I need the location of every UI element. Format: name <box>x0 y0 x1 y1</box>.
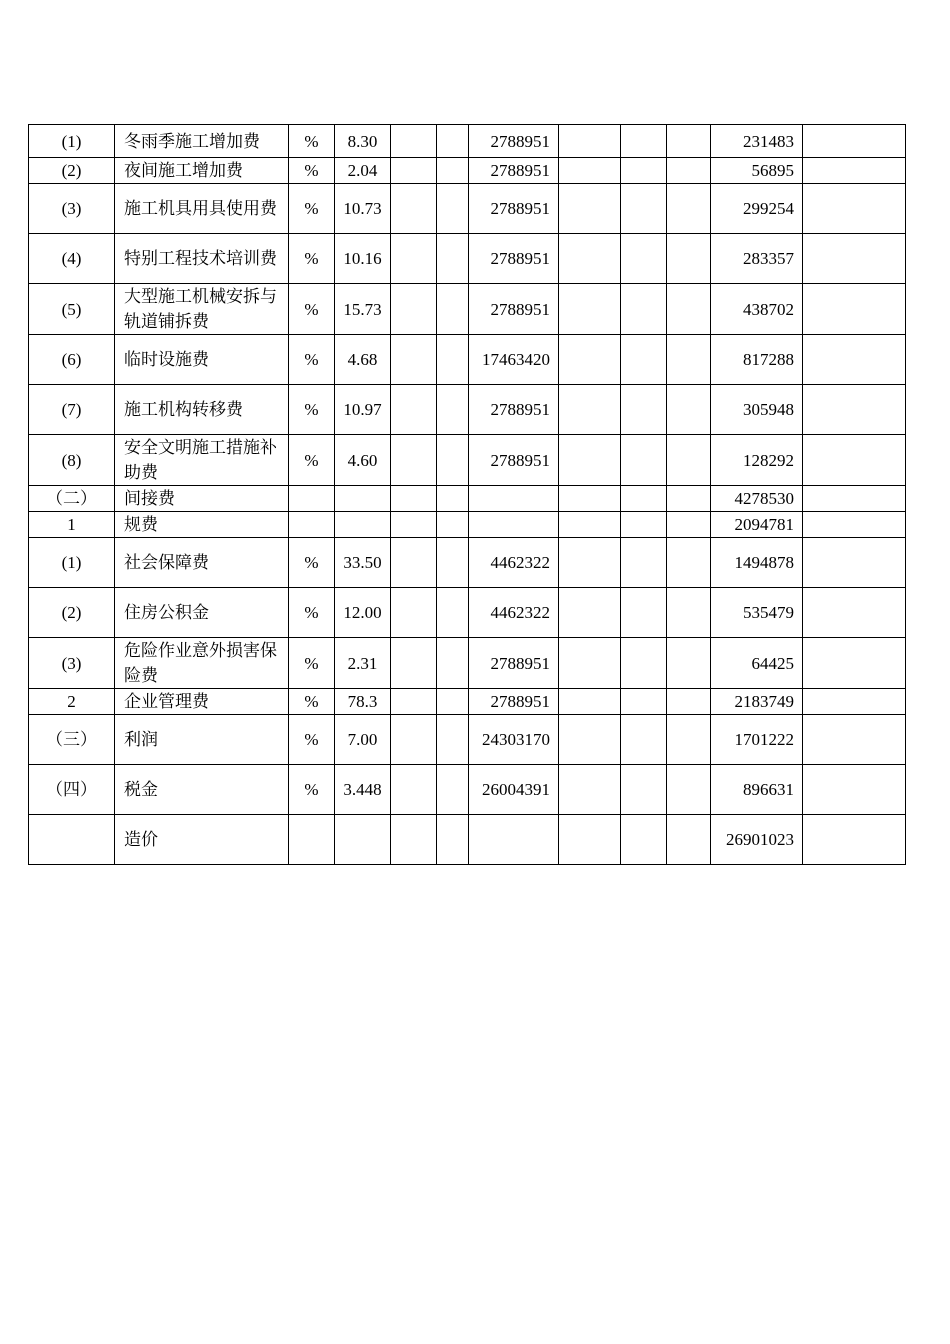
blank-cell <box>391 538 437 588</box>
item-name: 规费 <box>115 512 289 538</box>
blank-cell <box>803 486 906 512</box>
amount: 128292 <box>711 435 803 486</box>
blank-cell <box>391 689 437 715</box>
cost-table <box>28 124 906 865</box>
table-row <box>29 715 906 765</box>
amount: 56895 <box>711 158 803 184</box>
unit: % <box>289 385 335 435</box>
amount: 2094781 <box>711 512 803 538</box>
blank-cell <box>803 284 906 335</box>
blank-cell <box>559 715 621 765</box>
item-name: 特别工程技术培训费 <box>115 234 289 284</box>
item-name: 安全文明施工措施补助费 <box>115 435 289 486</box>
blank-cell <box>667 435 711 486</box>
row-number: (4) <box>29 234 115 284</box>
row-number: 1 <box>29 512 115 538</box>
amount: 1494878 <box>711 538 803 588</box>
blank-cell <box>621 234 667 284</box>
row-number: (6) <box>29 335 115 385</box>
amount: 26901023 <box>711 815 803 865</box>
table-row <box>29 435 906 486</box>
base-amount: 26004391 <box>469 765 559 815</box>
item-name: 危险作业意外损害保险费 <box>115 638 289 689</box>
blank-cell <box>803 538 906 588</box>
base-amount: 2788951 <box>469 435 559 486</box>
base-amount <box>469 486 559 512</box>
rate <box>335 486 391 512</box>
base-amount: 17463420 <box>469 335 559 385</box>
item-name: 施工机具用具使用费 <box>115 184 289 234</box>
blank-cell <box>803 512 906 538</box>
unit: % <box>289 715 335 765</box>
amount: 896631 <box>711 765 803 815</box>
item-name: 社会保障费 <box>115 538 289 588</box>
blank-cell <box>391 588 437 638</box>
blank-cell <box>803 335 906 385</box>
blank-cell <box>621 638 667 689</box>
amount: 4278530 <box>711 486 803 512</box>
amount: 438702 <box>711 284 803 335</box>
blank-cell <box>391 335 437 385</box>
blank-cell <box>621 765 667 815</box>
rate: 10.97 <box>335 385 391 435</box>
blank-cell <box>559 815 621 865</box>
rate: 10.73 <box>335 184 391 234</box>
base-amount: 2788951 <box>469 689 559 715</box>
blank-cell <box>559 638 621 689</box>
item-name: 税金 <box>115 765 289 815</box>
blank-cell <box>437 689 469 715</box>
row-number: 2 <box>29 689 115 715</box>
blank-cell <box>667 158 711 184</box>
unit: % <box>289 588 335 638</box>
blank-cell <box>803 125 906 158</box>
blank-cell <box>803 765 906 815</box>
blank-cell <box>437 284 469 335</box>
rate: 33.50 <box>335 538 391 588</box>
blank-cell <box>667 512 711 538</box>
rate: 10.16 <box>335 234 391 284</box>
table-row <box>29 638 906 689</box>
table-row <box>29 158 906 184</box>
amount: 231483 <box>711 125 803 158</box>
blank-cell <box>559 689 621 715</box>
blank-cell <box>621 125 667 158</box>
amount: 817288 <box>711 335 803 385</box>
blank-cell <box>391 638 437 689</box>
blank-cell <box>437 335 469 385</box>
item-name: 间接费 <box>115 486 289 512</box>
blank-cell <box>621 435 667 486</box>
base-amount: 2788951 <box>469 125 559 158</box>
item-name: 施工机构转移费 <box>115 385 289 435</box>
blank-cell <box>559 486 621 512</box>
amount: 2183749 <box>711 689 803 715</box>
blank-cell <box>391 486 437 512</box>
unit: % <box>289 435 335 486</box>
row-number: (2) <box>29 588 115 638</box>
item-name: 住房公积金 <box>115 588 289 638</box>
table-row <box>29 815 906 865</box>
unit <box>289 486 335 512</box>
blank-cell <box>559 435 621 486</box>
blank-cell <box>559 335 621 385</box>
unit: % <box>289 158 335 184</box>
blank-cell <box>437 815 469 865</box>
item-name: 利润 <box>115 715 289 765</box>
rate: 12.00 <box>335 588 391 638</box>
blank-cell <box>391 125 437 158</box>
unit: % <box>289 765 335 815</box>
item-name: 冬雨季施工增加费 <box>115 125 289 158</box>
base-amount: 2788951 <box>469 638 559 689</box>
blank-cell <box>667 765 711 815</box>
blank-cell <box>437 588 469 638</box>
blank-cell <box>667 385 711 435</box>
rate: 2.31 <box>335 638 391 689</box>
blank-cell <box>437 385 469 435</box>
table-row <box>29 184 906 234</box>
blank-cell <box>621 588 667 638</box>
blank-cell <box>391 435 437 486</box>
blank-cell <box>437 234 469 284</box>
rate: 7.00 <box>335 715 391 765</box>
blank-cell <box>803 158 906 184</box>
base-amount: 4462322 <box>469 538 559 588</box>
blank-cell <box>803 234 906 284</box>
amount: 64425 <box>711 638 803 689</box>
blank-cell <box>667 335 711 385</box>
blank-cell <box>803 689 906 715</box>
row-number <box>29 815 115 865</box>
blank-cell <box>621 512 667 538</box>
base-amount: 2788951 <box>469 234 559 284</box>
base-amount <box>469 512 559 538</box>
blank-cell <box>667 588 711 638</box>
amount: 283357 <box>711 234 803 284</box>
blank-cell <box>803 715 906 765</box>
blank-cell <box>621 184 667 234</box>
table-row <box>29 512 906 538</box>
rate <box>335 815 391 865</box>
unit: % <box>289 335 335 385</box>
blank-cell <box>667 184 711 234</box>
blank-cell <box>437 125 469 158</box>
unit <box>289 815 335 865</box>
unit: % <box>289 638 335 689</box>
table-row <box>29 689 906 715</box>
rate: 78.3 <box>335 689 391 715</box>
base-amount: 4462322 <box>469 588 559 638</box>
item-name: 夜间施工增加费 <box>115 158 289 184</box>
blank-cell <box>391 234 437 284</box>
blank-cell <box>803 184 906 234</box>
blank-cell <box>621 158 667 184</box>
unit: % <box>289 125 335 158</box>
blank-cell <box>667 689 711 715</box>
amount: 1701222 <box>711 715 803 765</box>
blank-cell <box>621 715 667 765</box>
blank-cell <box>391 184 437 234</box>
blank-cell <box>621 815 667 865</box>
rate: 3.448 <box>335 765 391 815</box>
row-number: (3) <box>29 638 115 689</box>
blank-cell <box>559 588 621 638</box>
blank-cell <box>803 638 906 689</box>
blank-cell <box>391 512 437 538</box>
rate: 8.30 <box>335 125 391 158</box>
blank-cell <box>437 538 469 588</box>
blank-cell <box>559 385 621 435</box>
blank-cell <box>621 284 667 335</box>
row-number: (2) <box>29 158 115 184</box>
row-number: (8) <box>29 435 115 486</box>
blank-cell <box>437 435 469 486</box>
base-amount: 2788951 <box>469 284 559 335</box>
blank-cell <box>437 715 469 765</box>
blank-cell <box>667 715 711 765</box>
unit: % <box>289 284 335 335</box>
table-row <box>29 125 906 158</box>
row-number: （二） <box>29 486 115 512</box>
blank-cell <box>803 815 906 865</box>
item-name: 临时设施费 <box>115 335 289 385</box>
row-number: （三） <box>29 715 115 765</box>
table-row <box>29 385 906 435</box>
unit: % <box>289 184 335 234</box>
rate: 4.68 <box>335 335 391 385</box>
table-row <box>29 765 906 815</box>
blank-cell <box>391 815 437 865</box>
row-number: (1) <box>29 538 115 588</box>
item-name: 大型施工机械安拆与轨道铺拆费 <box>115 284 289 335</box>
table-row <box>29 284 906 335</box>
blank-cell <box>437 486 469 512</box>
amount: 305948 <box>711 385 803 435</box>
blank-cell <box>559 158 621 184</box>
blank-cell <box>621 689 667 715</box>
rate: 15.73 <box>335 284 391 335</box>
row-number: (7) <box>29 385 115 435</box>
unit: % <box>289 234 335 284</box>
blank-cell <box>559 125 621 158</box>
unit <box>289 512 335 538</box>
amount: 535479 <box>711 588 803 638</box>
blank-cell <box>559 184 621 234</box>
base-amount: 2788951 <box>469 385 559 435</box>
row-number: （四） <box>29 765 115 815</box>
blank-cell <box>437 765 469 815</box>
blank-cell <box>621 335 667 385</box>
table-row <box>29 335 906 385</box>
table-row <box>29 234 906 284</box>
row-number: (1) <box>29 125 115 158</box>
blank-cell <box>803 435 906 486</box>
item-name: 企业管理费 <box>115 689 289 715</box>
blank-cell <box>803 588 906 638</box>
unit: % <box>289 538 335 588</box>
blank-cell <box>559 284 621 335</box>
blank-cell <box>667 638 711 689</box>
blank-cell <box>391 385 437 435</box>
base-amount: 24303170 <box>469 715 559 765</box>
blank-cell <box>559 765 621 815</box>
blank-cell <box>437 184 469 234</box>
rate: 4.60 <box>335 435 391 486</box>
blank-cell <box>667 125 711 158</box>
base-amount: 2788951 <box>469 158 559 184</box>
blank-cell <box>559 234 621 284</box>
base-amount <box>469 815 559 865</box>
amount: 299254 <box>711 184 803 234</box>
rate: 2.04 <box>335 158 391 184</box>
blank-cell <box>559 512 621 538</box>
blank-cell <box>621 486 667 512</box>
blank-cell <box>559 538 621 588</box>
blank-cell <box>667 815 711 865</box>
blank-cell <box>437 638 469 689</box>
row-number: (3) <box>29 184 115 234</box>
row-number: (5) <box>29 284 115 335</box>
blank-cell <box>803 385 906 435</box>
table-row <box>29 538 906 588</box>
blank-cell <box>391 765 437 815</box>
blank-cell <box>667 234 711 284</box>
blank-cell <box>667 486 711 512</box>
blank-cell <box>437 512 469 538</box>
table-row <box>29 486 906 512</box>
blank-cell <box>621 385 667 435</box>
blank-cell <box>391 715 437 765</box>
item-name: 造价 <box>115 815 289 865</box>
cost-table-body <box>29 125 906 865</box>
table-row <box>29 588 906 638</box>
rate <box>335 512 391 538</box>
blank-cell <box>391 158 437 184</box>
blank-cell <box>391 284 437 335</box>
blank-cell <box>667 538 711 588</box>
blank-cell <box>667 284 711 335</box>
unit: % <box>289 689 335 715</box>
base-amount: 2788951 <box>469 184 559 234</box>
blank-cell <box>437 158 469 184</box>
blank-cell <box>621 538 667 588</box>
